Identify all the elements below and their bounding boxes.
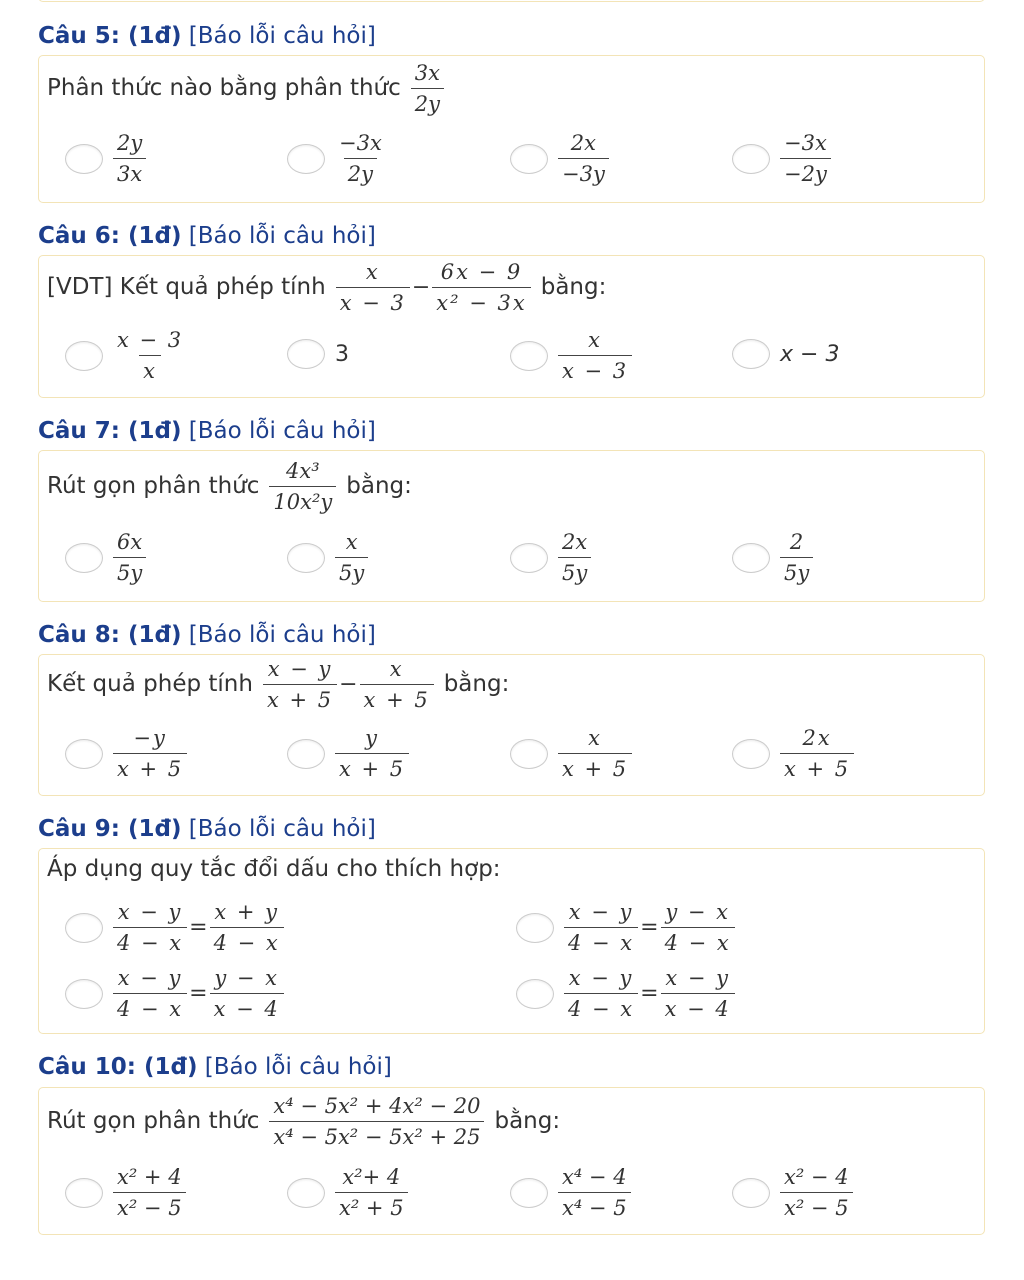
radio-button[interactable] [287, 339, 325, 369]
question-8-option-a[interactable]: $\frac{-y}{x + 5}$ [65, 725, 187, 782]
radio-button[interactable] [65, 543, 103, 573]
radio-button[interactable] [65, 144, 103, 174]
question-8-header [38, 621, 376, 649]
radio-button[interactable] [510, 543, 548, 573]
question-8-report-link[interactable]: [Báo lỗi câu hỏi] [188, 622, 376, 648]
question-7-header [38, 417, 376, 445]
question-10-option-c[interactable]: $\frac{\text{x⁴ − 4}}{\text{x⁴ − 5}}$ [510, 1164, 631, 1221]
question-7-box [38, 450, 985, 602]
question-5-option-b[interactable]: $\frac{-3x}{2y}$ [287, 130, 386, 187]
question-9-option-d[interactable]: $\frac{x - y}{4 - x}$ = $\frac{x - y}{x - 4}$ [516, 965, 735, 1022]
question-7-option-c[interactable]: $\frac{2x}{5y}$ [510, 529, 591, 586]
radio-button[interactable] [732, 739, 770, 769]
question-7-text: Rút gọn phân thức $\frac{\text{4x³}}{\text{10x²y}}$ bằng: [47, 458, 412, 514]
question-6-option-d[interactable]: x − 3 [732, 339, 839, 369]
question-10-text: Rút gọn phân thức $\frac{\text{x⁴ − 5x² + 4x² − 20}}{\text{x⁴ − 5x² − 5x² + 25}}$ bằng: [47, 1093, 561, 1149]
radio-button[interactable] [510, 144, 548, 174]
question-6-option-b[interactable]: 3 [287, 339, 349, 369]
question-6-header [38, 222, 376, 250]
question-6-option-a[interactable]: $\frac{x - 3}{x}$ [65, 327, 187, 384]
radio-button[interactable] [510, 341, 548, 371]
question-8-fraction-2: $\frac{x}{x + 5}$ [360, 656, 434, 713]
question-8-fraction-1: $\frac{x - y}{x + 5}$ [263, 656, 337, 713]
question-7-option-a[interactable]: $\frac{6x}{5y}$ [65, 529, 146, 586]
radio-button[interactable] [65, 739, 103, 769]
question-10-option-a[interactable]: $\frac{\text{x² + 4}}{\text{x² − 5}}$ [65, 1164, 186, 1221]
question-6-fraction-1: $\frac{x}{x - 3}$ [336, 259, 410, 316]
question-7-option-b[interactable]: $\frac{x}{5y}$ [287, 529, 368, 586]
radio-button[interactable] [516, 979, 554, 1009]
radio-button[interactable] [65, 913, 103, 943]
question-6-text: [VDT] Kết quả phép tính $\frac{x}{x - 3}$ − $\frac{6x - 9}{\text{x² − 3x}}$ bằng: [47, 259, 607, 315]
question-5-text: Phân thức nào bằng phân thức $\frac{3x}{2y}$ [47, 60, 444, 116]
question-8-text: Kết quả phép tính $\frac{x - y}{x + 5}$ − $\frac{x}{x + 5}$ bằng: [47, 656, 510, 712]
question-10-option-b[interactable]: $\frac{\text{x²+ 4}}{\text{x² + 5}}$ [287, 1164, 408, 1221]
question-5-option-c[interactable]: $\frac{2x}{-3y}$ [510, 130, 609, 187]
question-5-option-d[interactable]: $\frac{-3x}{-2y}$ [732, 130, 831, 187]
question-6-report-link[interactable]: [Báo lỗi câu hỏi] [188, 223, 376, 249]
radio-button[interactable] [516, 913, 554, 943]
question-10-fraction: $\frac{\text{x⁴ − 5x² + 4x² − 20}}{\text{x⁴ − 5x² − 5x² + 25}}$ [269, 1093, 484, 1150]
radio-button[interactable] [510, 739, 548, 769]
question-6-number: Câu 6: (1đ) [38, 223, 182, 249]
radio-button[interactable] [510, 1178, 548, 1208]
radio-button[interactable] [65, 341, 103, 371]
question-8-number: Câu 8: (1đ) [38, 622, 182, 648]
radio-button[interactable] [287, 543, 325, 573]
radio-button[interactable] [65, 979, 103, 1009]
radio-button[interactable] [287, 1178, 325, 1208]
radio-button[interactable] [732, 144, 770, 174]
question-9-number: Câu 9: (1đ) [38, 816, 182, 842]
question-9-report-link[interactable]: [Báo lỗi câu hỏi] [188, 816, 376, 842]
question-5-number: Câu 5: (1đ) [38, 23, 182, 49]
question-5-fraction: $\frac{3x}{2y}$ [411, 60, 444, 117]
question-9-option-c[interactable]: $\frac{x - y}{4 - x}$ = $\frac{y - x}{x - 4}$ [65, 965, 284, 1022]
question-7-option-d[interactable]: $\frac{2}{5y}$ [732, 529, 813, 586]
question-9-option-b[interactable]: $\frac{x - y}{4 - x}$ = $\frac{y - x}{4 - x}$ [516, 899, 735, 956]
question-7-number: Câu 7: (1đ) [38, 418, 182, 444]
question-6-fraction-2: $\frac{6x - 9}{\text{x² − 3x}}$ [432, 259, 530, 316]
question-5-option-a[interactable]: $\frac{2y}{3x}$ [65, 130, 146, 187]
question-9-header [38, 815, 376, 843]
question-5-box [38, 55, 985, 203]
question-10-report-link[interactable]: [Báo lỗi câu hỏi] [204, 1054, 392, 1080]
question-5-report-link[interactable]: [Báo lỗi câu hỏi] [188, 23, 376, 49]
previous-question-box [38, 0, 985, 2]
question-10-number: Câu 10: (1đ) [38, 1054, 198, 1080]
question-9-option-a[interactable]: $\frac{x - y}{4 - x}$ = $\frac{x + y}{4 - x}$ [65, 899, 284, 956]
radio-button[interactable] [65, 1178, 103, 1208]
question-9-box [38, 848, 985, 1034]
question-10-option-d[interactable]: $\frac{\text{x² − 4}}{\text{x² − 5}}$ [732, 1164, 853, 1221]
question-8-option-c[interactable]: $\frac{x}{x + 5}$ [510, 725, 632, 782]
radio-button[interactable] [732, 543, 770, 573]
radio-button[interactable] [287, 739, 325, 769]
question-6-box [38, 255, 985, 398]
question-10-header [38, 1053, 392, 1081]
question-10-box [38, 1087, 985, 1235]
question-8-option-b[interactable]: $\frac{y}{x + 5}$ [287, 725, 409, 782]
question-6-option-c[interactable]: $\frac{x}{x - 3}$ [510, 327, 632, 384]
question-7-fraction: $\frac{\text{4x³}}{\text{10x²y}}$ [269, 458, 336, 515]
question-7-report-link[interactable]: [Báo lỗi câu hỏi] [188, 418, 376, 444]
radio-button[interactable] [732, 339, 770, 369]
question-8-box [38, 654, 985, 796]
question-5-header [38, 22, 376, 50]
question-9-text: Áp dụng quy tắc đổi dấu cho thích hợp: [47, 856, 501, 882]
radio-button[interactable] [732, 1178, 770, 1208]
radio-button[interactable] [287, 144, 325, 174]
question-8-option-d[interactable]: $\frac{2x}{x + 5}$ [732, 725, 854, 782]
